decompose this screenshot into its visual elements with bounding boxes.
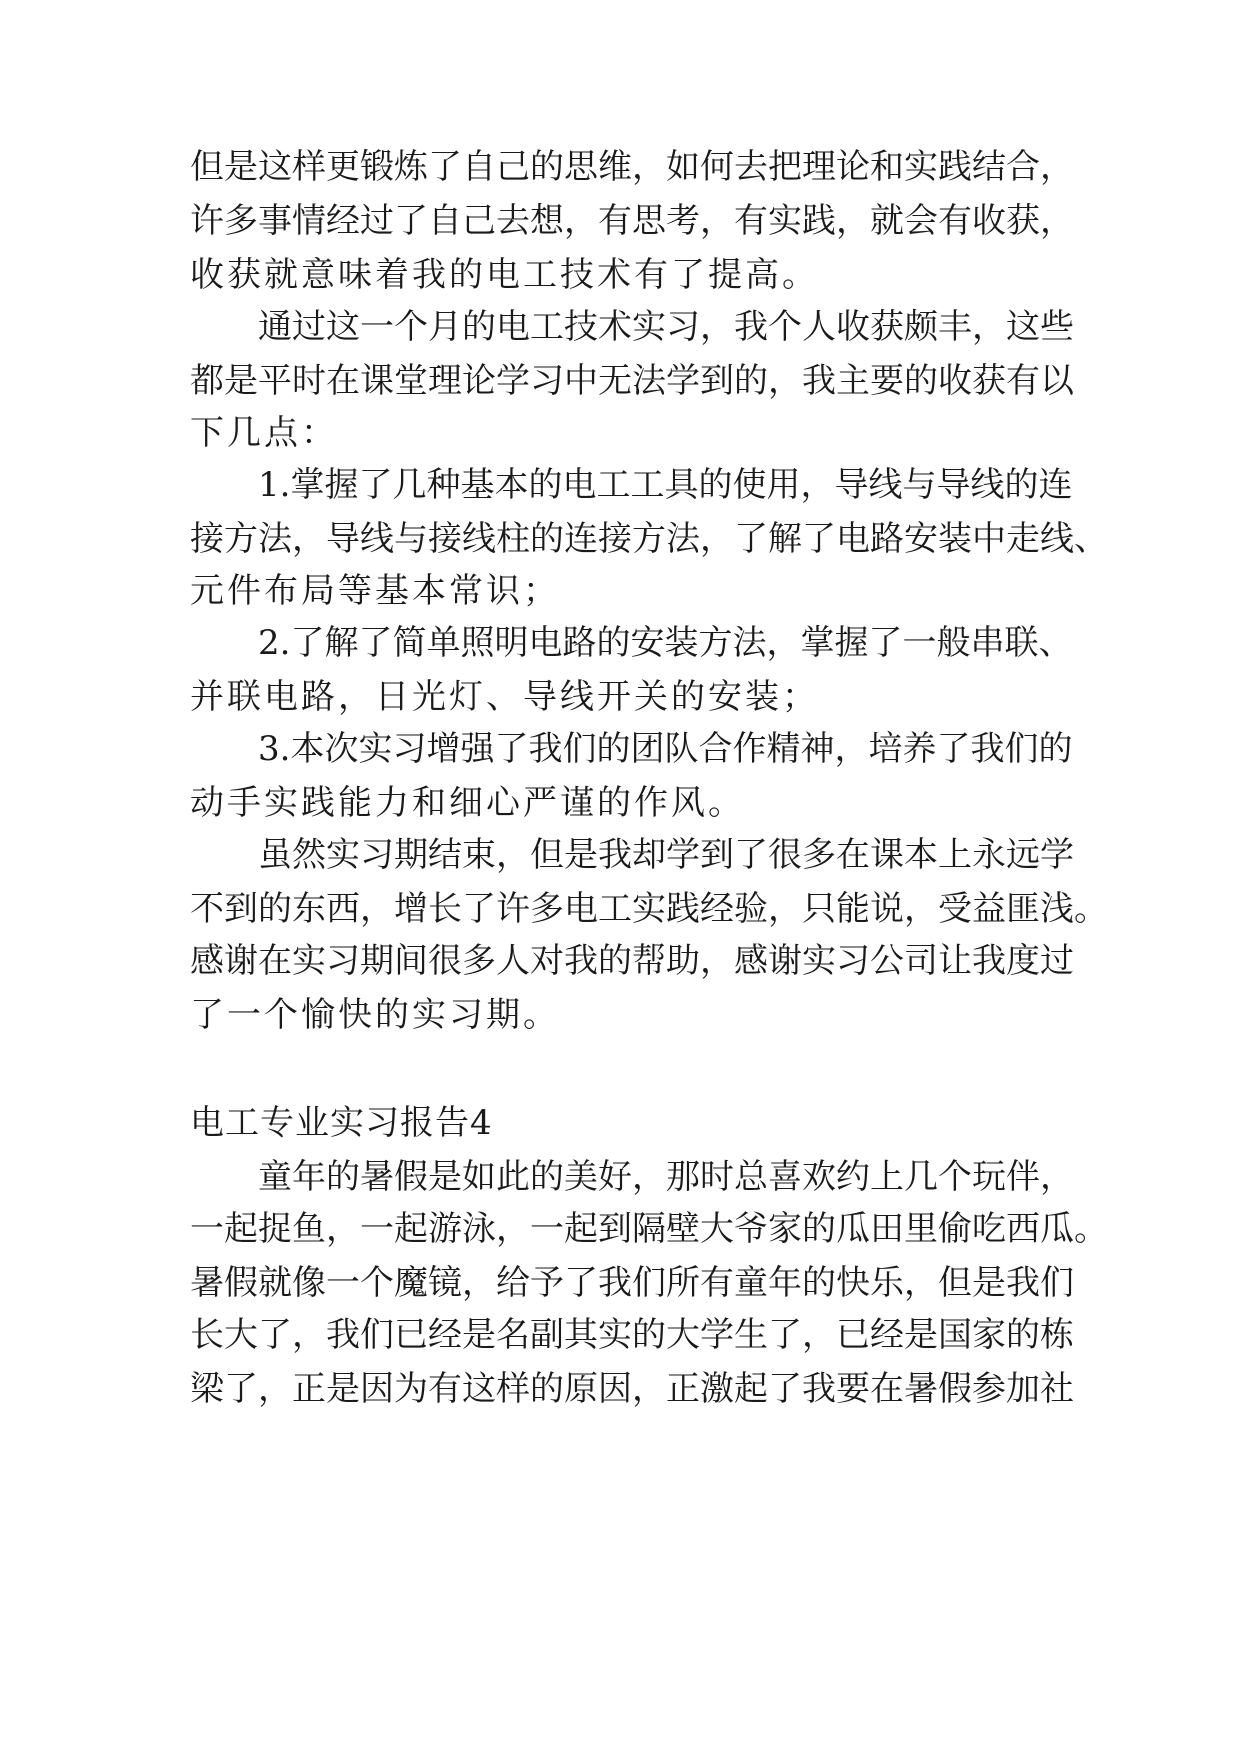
text-line: 许多事情经过了自己去想，有思考，有实践，就会有收获， [190, 201, 1074, 241]
list-item-2-first-line: 2.了解了简单照明电路的安装方法，掌握了一般串联、 [258, 623, 1073, 663]
text-line: 长大了，我们已经是名副其实的大学生了，已经是国家的栋 [190, 1315, 1074, 1355]
text-line: 了一个愉快的实习期。 [190, 995, 560, 1035]
text-line: 不到的东西，增长了许多电工实践经验，只能说，受益匪浅。 [190, 889, 1108, 929]
paragraph-first-line: 童年的暑假是如此的美好，那时总喜欢约上几个玩伴， [258, 1157, 1074, 1197]
text-line: 元件布局等基本常识； [190, 571, 560, 611]
text-line: 暑假就像一个魔镜，给予了我们所有童年的快乐，但是我们 [190, 1263, 1074, 1303]
list-item-1-first-line: 1.掌握了几种基本的电工工具的使用，导线与导线的连 [258, 465, 1073, 505]
text-line: 感谢在实习期间很多人对我的帮助，感谢实习公司让我度过 [190, 941, 1074, 981]
text-line: 动手实践能力和细心严谨的作风。 [190, 783, 745, 823]
text-line: 下几点： [190, 413, 338, 453]
text-line: 都是平时在课堂理论学习中无法学到的，我主要的收获有以 [190, 361, 1074, 401]
text-line: 收获就意味着我的电工技术有了提高。 [190, 255, 819, 295]
list-item-3-first-line: 3.本次实习增强了我们的团队合作精神，培养了我们的 [258, 729, 1073, 769]
text-line: 一起捉鱼，一起游泳，一起到隔壁大爷家的瓜田里偷吃西瓜。 [190, 1209, 1108, 1249]
text-line: 梁了，正是因为有这样的原因，正激起了我要在暑假参加社 [190, 1369, 1074, 1409]
paragraph-first-line: 虽然实习期结束，但是我却学到了很多在课本上永远学 [258, 835, 1074, 875]
text-line: 接方法，导线与接线柱的连接方法，了解了电路安装中走线、 [190, 519, 1108, 559]
text-line: 并联电路，日光灯、导线开关的安装； [190, 677, 819, 717]
text-line: 但是这样更锻炼了自己的思维，如何去把理论和实践结合， [190, 147, 1074, 187]
section-heading: 电工专业实习报告4 [190, 1103, 493, 1143]
paragraph-first-line: 通过这一个月的电工技术实习，我个人收获颇丰，这些 [258, 307, 1074, 347]
